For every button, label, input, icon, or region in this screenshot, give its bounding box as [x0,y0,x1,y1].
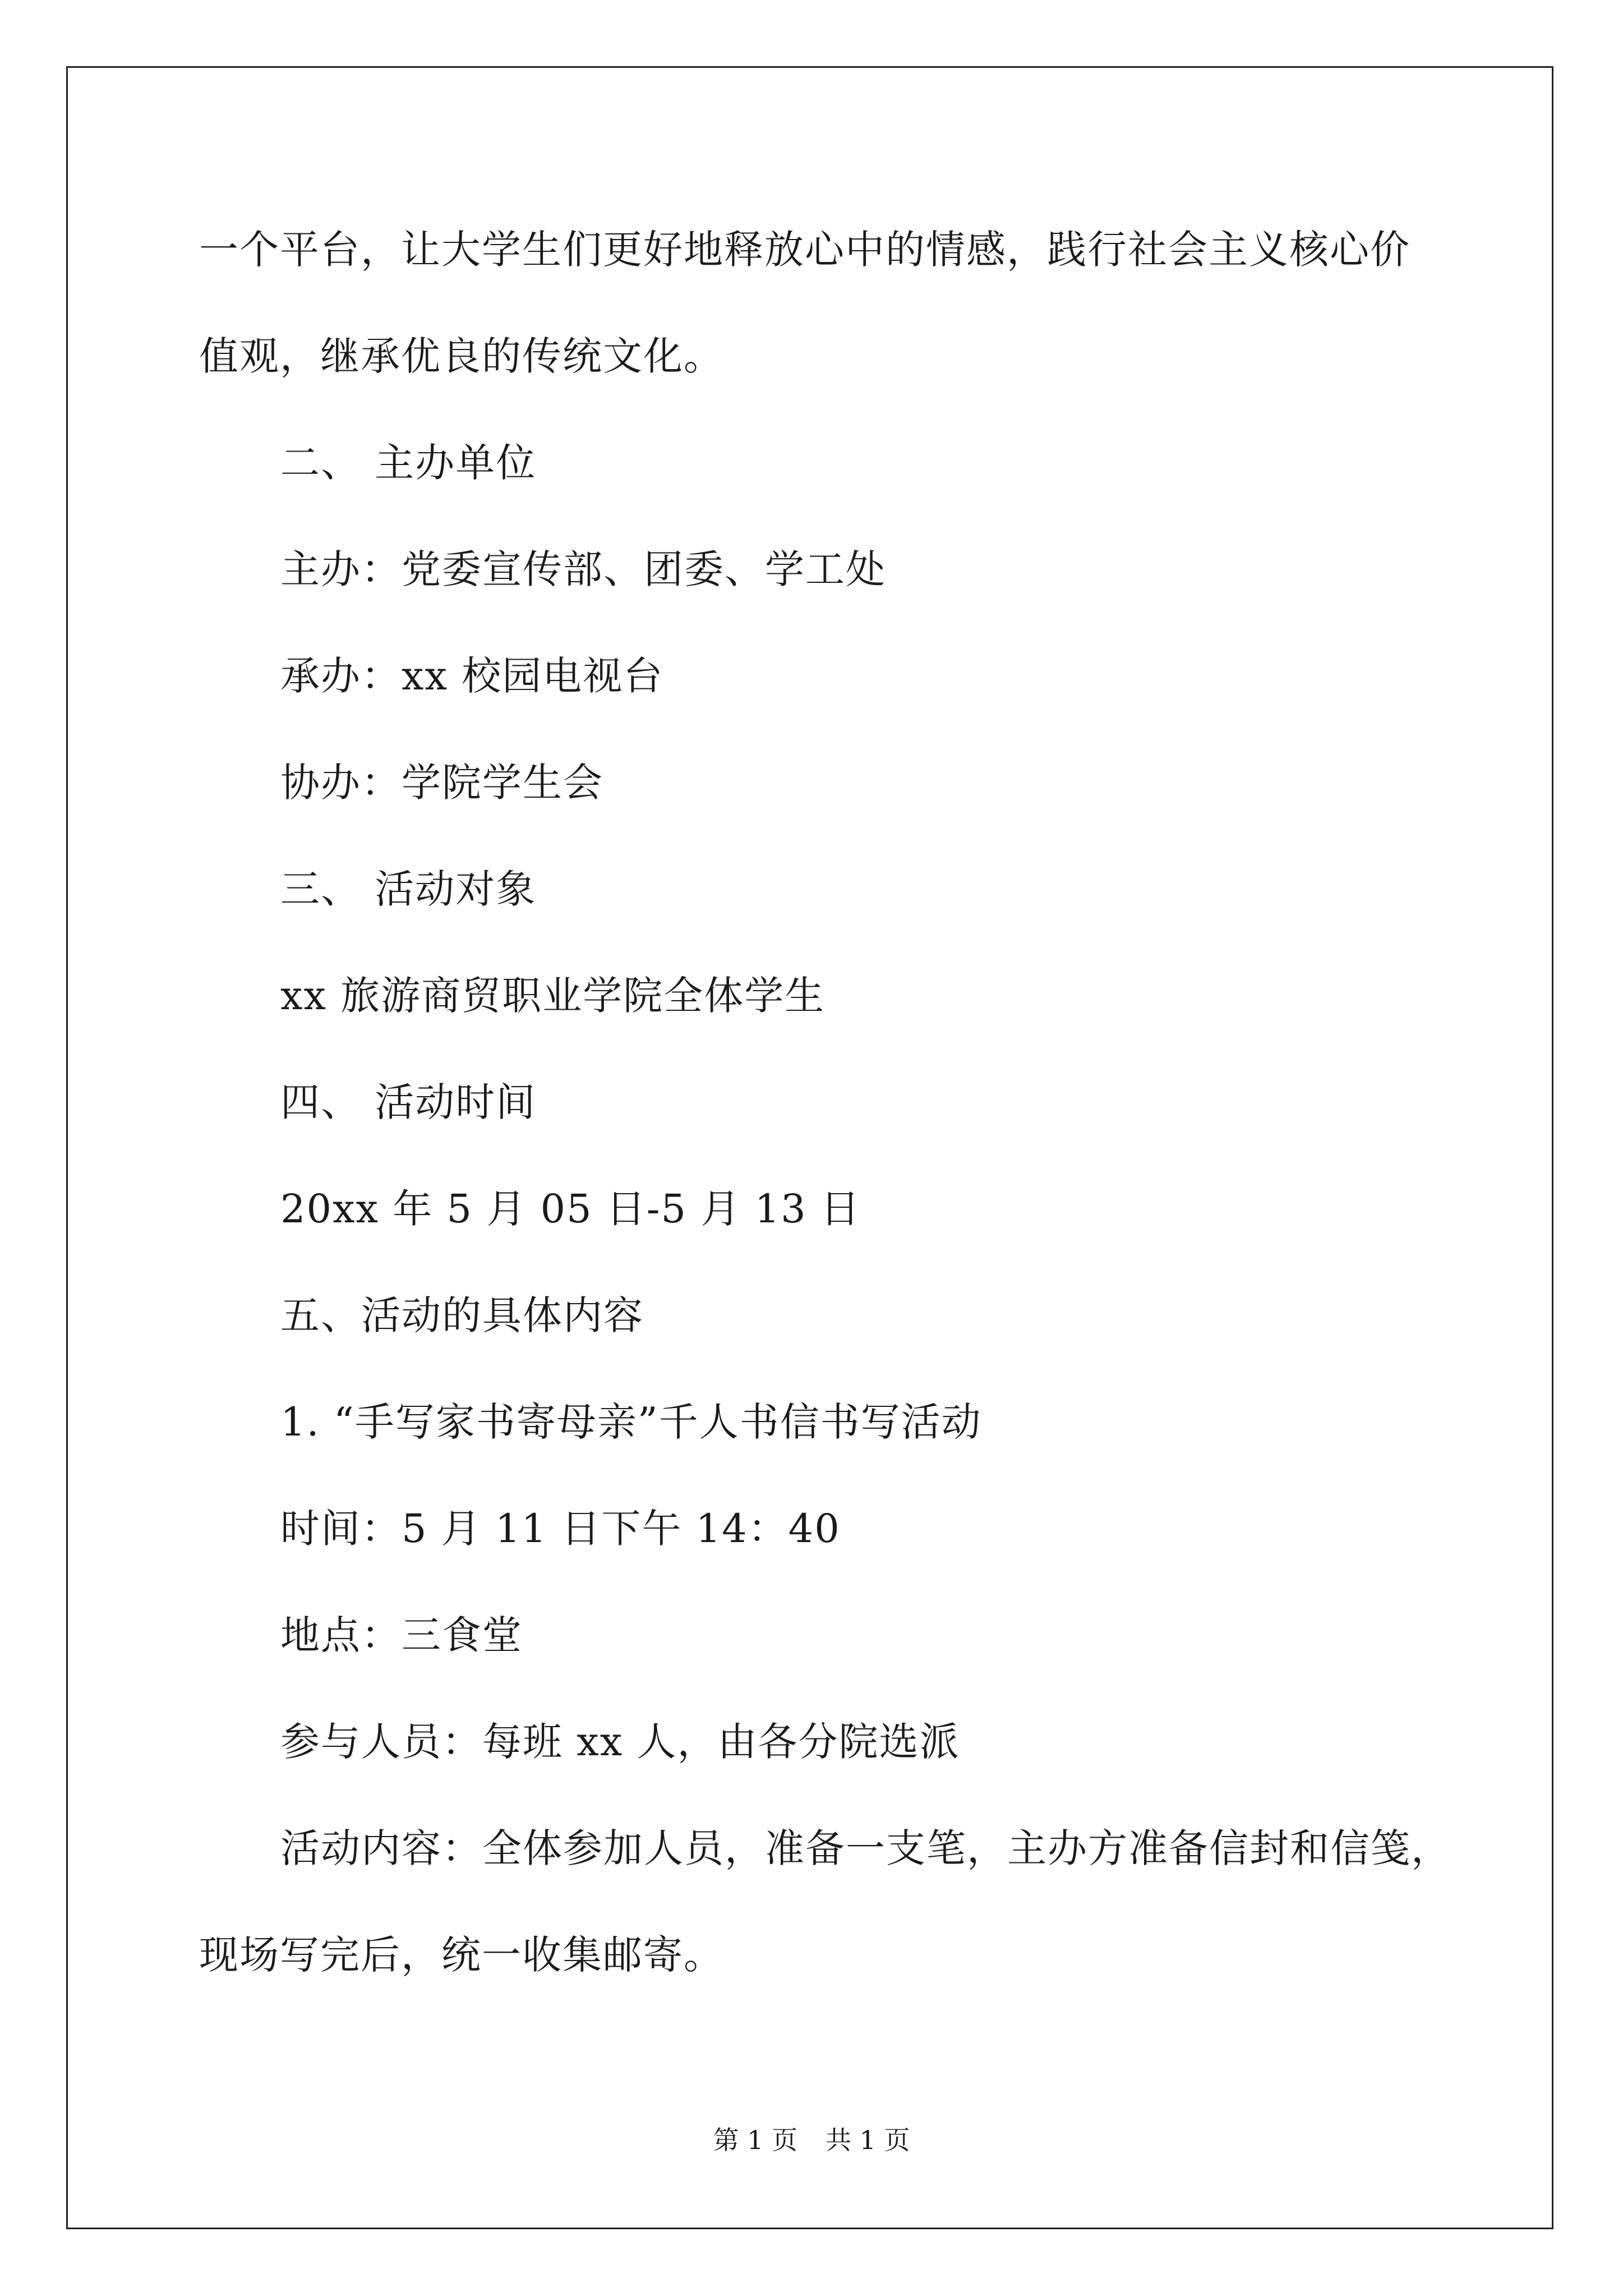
paragraph-line: 现场写完后，统一收集邮寄。 [199,1932,724,1978]
paragraph-line: 协办：学院学生会 [280,760,603,806]
paragraph-line: 主办：党委宣传部、团委、学工处 [280,546,886,592]
section-heading: 五、活动的具体内容 [280,1292,644,1338]
section-heading: 三、 活动对象 [280,866,537,912]
paragraph-line: 时间：5 月 11 日下午 14：40 [280,1506,841,1552]
paragraph-line: 活动内容：全体参加人员，准备一支笔，主办方准备信封和信笺， [280,1825,1451,1871]
subsection-heading: 1. “手写家书寄母亲”千人书信书写活动 [280,1399,982,1445]
paragraph-line: xx 旅游商贸职业学院全体学生 [280,973,826,1019]
paragraph-line: 值观，继承优良的传统文化。 [199,333,724,379]
section-heading: 二、 主办单位 [280,440,537,486]
paragraph-line: 地点：三食堂 [280,1612,523,1658]
page-number-current: 第 1 页 [713,2125,797,2155]
section-heading: 四、 活动时间 [280,1079,537,1125]
paragraph-line: 一个平台，让大学生们更好地释放心中的情感，践行社会主义核心价 [199,227,1410,273]
page-footer [0,2127,1623,2153]
page-number-total: 共 1 页 [826,2125,910,2155]
paragraph-line: 20xx 年 5 月 05 日-5 月 13 日 [280,1186,861,1232]
paragraph-line: 参与人员：每班 xx 人，由各分院选派 [280,1719,960,1765]
paragraph-line: 承办：xx 校园电视台 [280,653,664,699]
page-border [66,66,1553,2229]
